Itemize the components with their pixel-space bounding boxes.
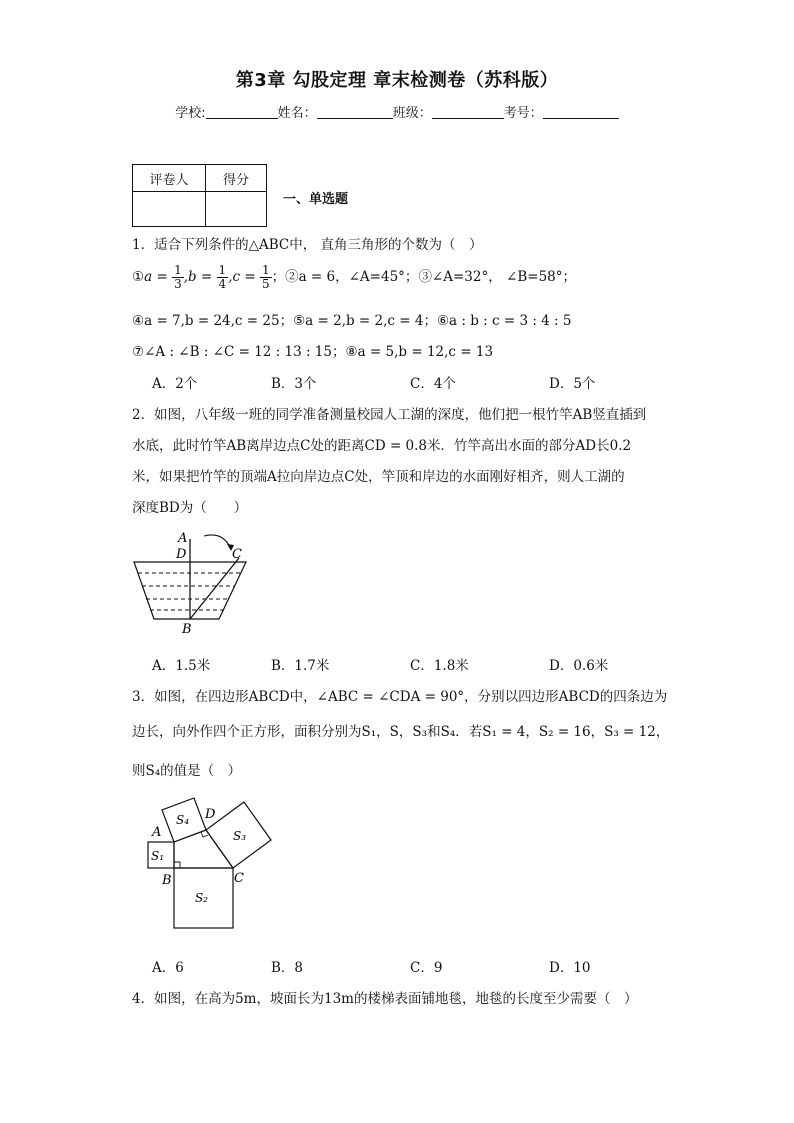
var-a: a = bbox=[144, 269, 168, 285]
q2-option-a[interactable]: A．1.5米 bbox=[152, 658, 211, 674]
q1-stem: 1．适合下列条件的△ABC中， 直角三角形的个数为（ ） bbox=[132, 237, 483, 253]
grader-table bbox=[132, 164, 267, 227]
q3-option-c[interactable]: C．9 bbox=[410, 960, 443, 976]
q2-option-b[interactable]: B．1.7米 bbox=[271, 658, 330, 674]
fraction-denominator: 5 bbox=[261, 277, 270, 291]
q3-line-1: 3．如图，在四边形ABCD中，∠ABC = ∠CDA = 90°，分别以四边形ABCD的四条边为 bbox=[132, 689, 668, 705]
fraction-a bbox=[172, 264, 184, 291]
score-cell[interactable] bbox=[206, 192, 267, 227]
right-angle-d bbox=[201, 832, 208, 837]
exam-number-field[interactable] bbox=[543, 104, 619, 119]
school-field[interactable] bbox=[206, 104, 278, 119]
q2-option-d[interactable]: D．0.6米 bbox=[549, 658, 609, 674]
q1-option-d[interactable]: D．5个 bbox=[549, 376, 596, 392]
label-c: C bbox=[234, 871, 244, 886]
label-b: B bbox=[182, 622, 192, 637]
fraction-numerator: 1 bbox=[174, 263, 182, 277]
q2-line-1: 2．如图，八年级一班的同学准备测量校园人工湖的深度，他们把一根竹竿AB竖直插到 bbox=[132, 407, 647, 423]
label-s3: S₃ bbox=[233, 829, 247, 843]
q1-option-c[interactable]: C．4个 bbox=[410, 376, 456, 392]
q3-line-3: 则S₄的值是（ ） bbox=[132, 763, 242, 779]
rotation-arrow bbox=[204, 535, 231, 549]
q2-line-3: 米，如果把竹竿的顶端A拉向岸边点C处，竿顶和岸边的水面刚好相齐，则人工湖的 bbox=[132, 469, 625, 485]
q2-option-c[interactable]: C．1.8米 bbox=[410, 658, 469, 674]
fraction-denominator: 3 bbox=[174, 277, 182, 291]
q1-conditions-line1 bbox=[132, 264, 576, 298]
q2-line-2: 水底，此时竹竿AB离岸边点C处的距离CD = 0.8米．竹竿高出水面的部分AD长0.2 bbox=[132, 438, 632, 454]
q3-line-2: 边长，向外作四个正方形，面积分别为S₁，S，S₃和S₄．若S₁ = 4，S₂ = 16，S₃ = 12， bbox=[132, 724, 670, 740]
grader-cell[interactable] bbox=[133, 192, 206, 227]
condition-3: ③∠A=32°， ∠B=58°； bbox=[418, 269, 577, 285]
class-field[interactable] bbox=[432, 104, 504, 119]
separator: ； bbox=[271, 269, 286, 285]
quadrilateral-abcd bbox=[174, 830, 233, 868]
q2-line-4: 深度BD为（ ） bbox=[132, 500, 248, 516]
q4-stem: 4．如图，在高为5m，坡面长为13m的楼梯表面铺地毯，地毯的长度至少需要（ ） bbox=[132, 991, 638, 1007]
q1-conditions-line2: ④a = 7,b = 24,c = 25；⑤a = 2,b = 2,c = 4；⑥a : b : c = 3 : 4 : 5 bbox=[132, 313, 572, 329]
name-field[interactable] bbox=[317, 104, 393, 119]
q1-option-a[interactable]: A．2个 bbox=[152, 376, 198, 392]
section-heading-single-choice: 一、单选题 bbox=[283, 192, 349, 207]
student-info-line bbox=[0, 102, 794, 121]
page-title: 第3章 勾股定理 章末检测卷（苏科版） bbox=[235, 70, 559, 91]
q3-squares-figure bbox=[138, 790, 288, 940]
q1-conditions-line3: ⑦∠A : ∠B : ∠C = 12 : 13 : 15；⑧a = 5,b = 12,c = 13 bbox=[132, 344, 494, 360]
right-angle-b bbox=[174, 862, 180, 868]
q3-option-d[interactable]: D．10 bbox=[549, 960, 591, 976]
q3-option-b[interactable]: B．8 bbox=[271, 960, 304, 976]
fraction-denominator: 4 bbox=[218, 277, 227, 291]
label-s1: S₁ bbox=[151, 849, 165, 863]
label-s4: S₄ bbox=[176, 813, 190, 827]
exam-number-label: 考号： bbox=[503, 106, 543, 121]
label-d: D bbox=[205, 807, 216, 822]
fraction-numerator: 1 bbox=[261, 263, 270, 277]
q1-option-b[interactable]: B．3个 bbox=[271, 376, 317, 392]
fraction-c bbox=[260, 264, 272, 291]
class-label: 班级： bbox=[392, 106, 432, 121]
q2-lake-figure bbox=[128, 525, 258, 640]
score-header: 得分 bbox=[206, 165, 267, 192]
fraction-numerator: 1 bbox=[218, 263, 227, 277]
fraction-b bbox=[217, 264, 229, 291]
condition-2: ②a = 6，∠A=45°； bbox=[285, 269, 419, 285]
label-b: B bbox=[162, 873, 172, 888]
var-b: ,b = bbox=[183, 269, 213, 285]
school-label: 学校: bbox=[175, 106, 206, 121]
var-c: ,c = bbox=[228, 269, 256, 285]
label-a: A bbox=[152, 825, 162, 840]
circle-1: ① bbox=[132, 269, 145, 285]
grader-header: 评卷人 bbox=[133, 165, 206, 192]
name-label: 姓名： bbox=[277, 106, 317, 121]
label-a: A bbox=[178, 531, 188, 546]
label-s2: S₂ bbox=[195, 891, 209, 905]
q3-option-a[interactable]: A．6 bbox=[152, 960, 184, 976]
label-d: D bbox=[176, 547, 187, 562]
label-c: C bbox=[232, 547, 242, 562]
